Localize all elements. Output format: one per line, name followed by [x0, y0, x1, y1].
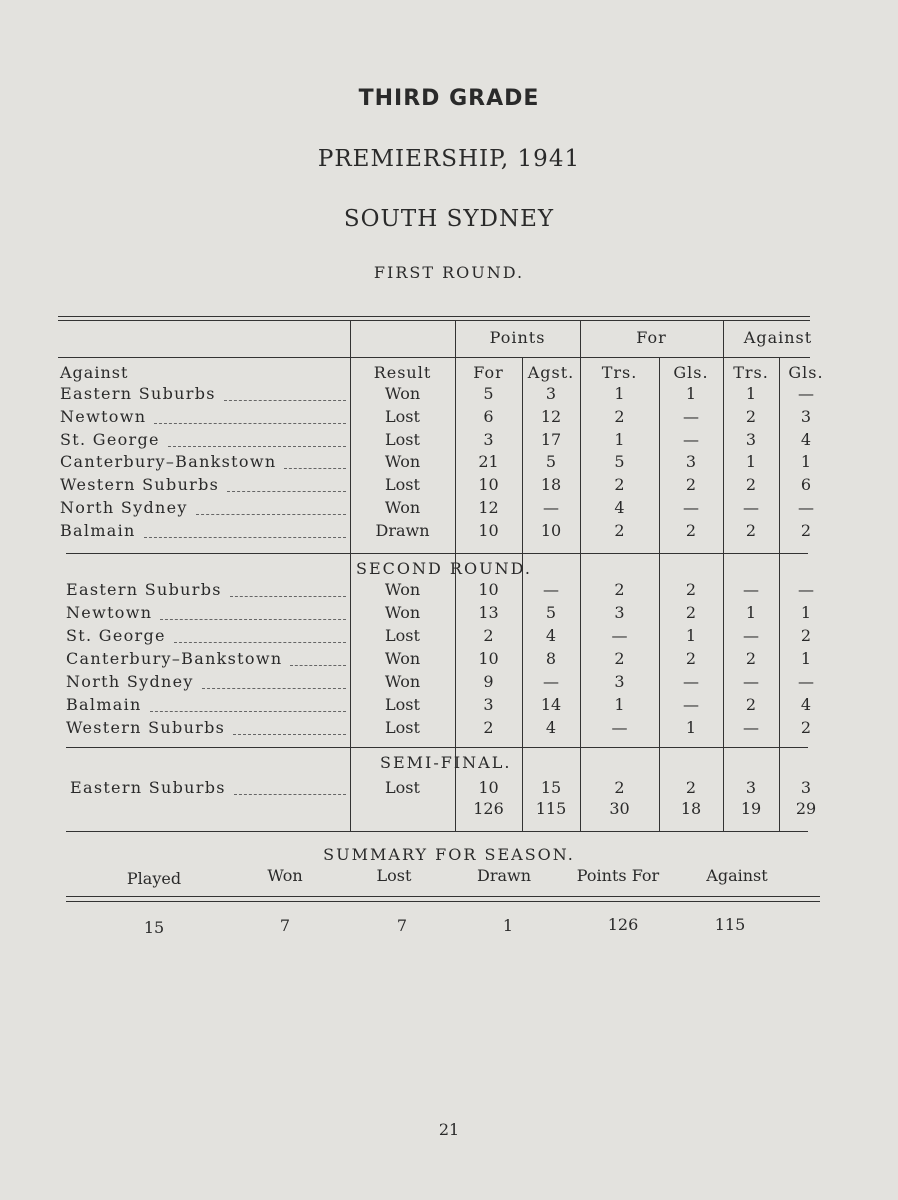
goals-for-cell: — — [683, 498, 699, 517]
summary-against-value: 115 — [714, 915, 746, 934]
points-against-cell: 17 — [540, 430, 562, 449]
goals-for-cell: 1 — [685, 384, 697, 403]
goals-against-cell: 3 — [800, 778, 812, 797]
tries-for-cell: 2 — [614, 649, 625, 668]
tries-against-cell: — — [743, 626, 759, 645]
goals-for-cell: 2 — [685, 603, 697, 622]
goals-against-cell: 1 — [800, 452, 812, 471]
goals-for-cell: 2 — [685, 778, 697, 797]
points-for-cell: 21 — [478, 452, 499, 471]
tries-for-cell: 4 — [614, 498, 625, 517]
summary-heading: SUMMARY FOR SEASON. — [323, 845, 575, 864]
goals-for-cell: — — [683, 695, 699, 714]
opponent-cell: North Sydney — [66, 672, 194, 691]
goals-for-cell: 1 — [685, 626, 697, 645]
points-for-cell: 6 — [483, 407, 494, 426]
tries-for-cell: 1 — [614, 430, 625, 449]
tries-against-cell: 2 — [745, 521, 757, 540]
total-points-against: 115 — [535, 799, 567, 818]
summary-against-header: Against — [706, 866, 768, 885]
goals-against-cell: 2 — [800, 521, 812, 540]
tries-against-cell: 3 — [745, 778, 757, 797]
goals-against-cell: 2 — [800, 718, 812, 737]
goals-against-cell: 2 — [800, 626, 812, 645]
tries-against-cell: 2 — [745, 475, 757, 494]
points-for-cell: 2 — [483, 626, 494, 645]
result-cell: Lost — [385, 475, 420, 494]
against-column-header: Against — [60, 363, 129, 382]
points-against-cell: 10 — [540, 521, 562, 540]
summary-points-for-value: 126 — [607, 915, 639, 934]
points-for-cell: 10 — [478, 475, 499, 494]
opponent-cell: North Sydney — [60, 498, 188, 517]
leader-dots — [154, 423, 346, 424]
tries-against-cell: 1 — [745, 603, 757, 622]
summary-won-header: Won — [267, 866, 303, 885]
result-cell: Won — [384, 452, 421, 471]
goals-against-cell: — — [798, 498, 814, 517]
tries-for-cell: 5 — [614, 452, 625, 471]
tries-for-cell: — — [611, 718, 628, 737]
points-against-cell: 8 — [545, 649, 557, 668]
points-against-cell: 15 — [540, 778, 562, 797]
leader-dots — [284, 468, 346, 469]
tries-for-cell: 2 — [614, 521, 625, 540]
goals-for-cell: — — [683, 430, 699, 449]
goals-against-cell: 1 — [800, 603, 812, 622]
result-cell: Won — [384, 498, 421, 517]
points-against-cell: — — [543, 672, 559, 691]
total-goals-for: 18 — [680, 799, 702, 818]
opponent-cell: Balmain — [60, 521, 136, 540]
summary-rule — [66, 896, 820, 897]
goals-for-cell: 2 — [685, 475, 697, 494]
tries-against-cell: — — [743, 580, 759, 599]
goals-for-cell: 2 — [685, 521, 697, 540]
first-round-heading: FIRST ROUND. — [373, 263, 525, 282]
opponent-cell: Balmain — [66, 695, 142, 714]
section-rule — [66, 747, 808, 748]
goals-for-cell: 3 — [685, 452, 697, 471]
tries-for-header: Trs. — [601, 363, 638, 382]
tries-for-cell: 1 — [614, 384, 625, 403]
result-cell: Won — [384, 384, 421, 403]
goals-for-cell: — — [683, 407, 699, 426]
result-cell: Won — [384, 672, 421, 691]
points-for-cell: 10 — [478, 580, 499, 599]
result-cell: Lost — [385, 407, 420, 426]
tries-against-cell: — — [743, 498, 759, 517]
result-cell: Lost — [385, 430, 420, 449]
tries-against-cell: 2 — [745, 649, 757, 668]
points-against-cell: — — [543, 498, 559, 517]
tries-for-cell: 2 — [614, 475, 625, 494]
opponent-cell: Western Suburbs — [60, 475, 220, 494]
points-for-cell: 9 — [483, 672, 494, 691]
leader-dots — [290, 665, 346, 666]
goals-for-cell: 1 — [685, 718, 697, 737]
tries-for-cell: 2 — [614, 580, 625, 599]
points-against-cell: 4 — [545, 626, 557, 645]
points-for-cell: 3 — [483, 430, 494, 449]
tries-against-cell: 1 — [745, 452, 757, 471]
leader-dots — [196, 514, 346, 515]
summary-points-for-header: Points For — [576, 866, 660, 885]
summary-played-value: 15 — [143, 918, 165, 937]
summary-won-value: 7 — [279, 916, 291, 935]
goals-against-header: Gls. — [788, 363, 824, 382]
summary-rule — [66, 901, 820, 902]
points-against-cell: 3 — [545, 384, 557, 403]
points-against-cell: 4 — [545, 718, 557, 737]
leader-dots — [150, 711, 346, 712]
result-cell: Won — [384, 580, 421, 599]
points-against-cell: 5 — [545, 603, 557, 622]
page-title: THIRD GRADE — [358, 86, 540, 111]
result-cell: Lost — [385, 695, 420, 714]
total-points-for: 126 — [473, 799, 504, 818]
goals-against-cell: — — [798, 384, 814, 403]
points-for-cell: 12 — [478, 498, 499, 517]
points-agst-header: Agst. — [527, 363, 575, 382]
club-name: SOUTH SYDNEY — [343, 206, 555, 232]
opponent-cell: Newtown — [60, 407, 147, 426]
result-header: Result — [373, 363, 432, 382]
result-cell: Lost — [385, 718, 420, 737]
leader-dots — [224, 400, 346, 401]
tries-for-cell: 3 — [614, 672, 625, 691]
opponent-cell: Eastern Suburbs — [60, 384, 216, 403]
points-for-cell: 10 — [478, 778, 499, 797]
header-rule — [58, 357, 810, 358]
second-round-heading: SECOND ROUND. — [356, 559, 532, 578]
points-for-cell: 2 — [483, 718, 494, 737]
goals-for-cell: 2 — [685, 649, 697, 668]
points-against-cell: 18 — [540, 475, 562, 494]
table-bottom-rule — [66, 831, 808, 832]
leader-dots — [230, 596, 346, 597]
for-header: For — [636, 328, 667, 347]
tries-against-cell: 2 — [745, 695, 757, 714]
leader-dots — [227, 491, 346, 492]
goals-against-cell: 4 — [800, 695, 812, 714]
page-number: 21 — [438, 1120, 460, 1139]
leader-dots — [233, 734, 346, 735]
goals-against-cell: 6 — [800, 475, 812, 494]
result-cell: Drawn — [375, 521, 430, 540]
tries-for-cell: — — [611, 626, 628, 645]
opponent-cell: Canterbury–Bankstown — [60, 452, 277, 471]
leader-dots — [202, 688, 346, 689]
points-against-cell: — — [543, 580, 559, 599]
tries-against-cell: 1 — [745, 384, 757, 403]
summary-drawn-header: Drawn — [476, 866, 531, 885]
leader-dots — [168, 446, 346, 447]
tries-for-cell: 1 — [614, 695, 625, 714]
summary-lost-value: 7 — [396, 916, 408, 935]
leader-dots — [160, 619, 346, 620]
points-header: Points — [489, 328, 546, 347]
table-top-rule — [58, 320, 810, 321]
opponent-cell: Eastern Suburbs — [70, 778, 226, 797]
points-for-cell: 3 — [483, 695, 494, 714]
total-tries-against: 19 — [740, 799, 762, 818]
leader-dots — [234, 794, 346, 795]
tries-against-cell: — — [743, 672, 759, 691]
tries-against-header: Trs. — [733, 363, 769, 382]
points-for-cell: 13 — [478, 603, 499, 622]
opponent-cell: Western Suburbs — [66, 718, 226, 737]
result-cell: Won — [384, 603, 421, 622]
total-goals-against: 29 — [795, 799, 817, 818]
leader-dots — [144, 537, 346, 538]
opponent-cell: Newtown — [66, 603, 153, 622]
goals-for-header: Gls. — [673, 363, 709, 382]
points-for-cell: 5 — [483, 384, 494, 403]
section-rule — [66, 553, 808, 554]
points-against-cell: 12 — [540, 407, 562, 426]
points-for-cell: 10 — [478, 649, 499, 668]
goals-for-cell: 2 — [685, 580, 697, 599]
tries-for-cell: 3 — [614, 603, 625, 622]
page-subtitle: PREMIERSHIP, 1941 — [317, 146, 581, 172]
goals-against-cell: 4 — [800, 430, 812, 449]
goals-against-cell: 3 — [800, 407, 812, 426]
points-for-cell: 10 — [478, 521, 499, 540]
goals-against-cell: — — [798, 580, 814, 599]
points-for-header: For — [473, 363, 504, 382]
opponent-cell: St. George — [66, 626, 166, 645]
result-cell: Lost — [385, 778, 420, 797]
points-against-cell: 5 — [545, 452, 557, 471]
leader-dots — [174, 642, 346, 643]
opponent-cell: Canterbury–Bankstown — [66, 649, 283, 668]
summary-played-header: Played — [126, 869, 182, 888]
summary-drawn-value: 1 — [502, 916, 514, 935]
against-header: Against — [743, 328, 813, 347]
points-against-cell: 14 — [540, 695, 562, 714]
total-tries-for: 30 — [609, 799, 630, 818]
goals-for-cell: — — [683, 672, 699, 691]
goals-against-cell: 1 — [800, 649, 812, 668]
opponent-cell: St. George — [60, 430, 160, 449]
result-cell: Lost — [385, 626, 420, 645]
opponent-cell: Eastern Suburbs — [66, 580, 222, 599]
tries-for-cell: 2 — [614, 407, 625, 426]
semi-final-heading: SEMI-FINAL. — [380, 753, 512, 772]
summary-lost-header: Lost — [376, 866, 412, 885]
goals-against-cell: — — [798, 672, 814, 691]
tries-against-cell: — — [743, 718, 759, 737]
table-top-rule — [58, 316, 810, 317]
result-cell: Won — [384, 649, 421, 668]
tries-against-cell: 2 — [745, 407, 757, 426]
tries-for-cell: 2 — [614, 778, 625, 797]
tries-against-cell: 3 — [745, 430, 757, 449]
